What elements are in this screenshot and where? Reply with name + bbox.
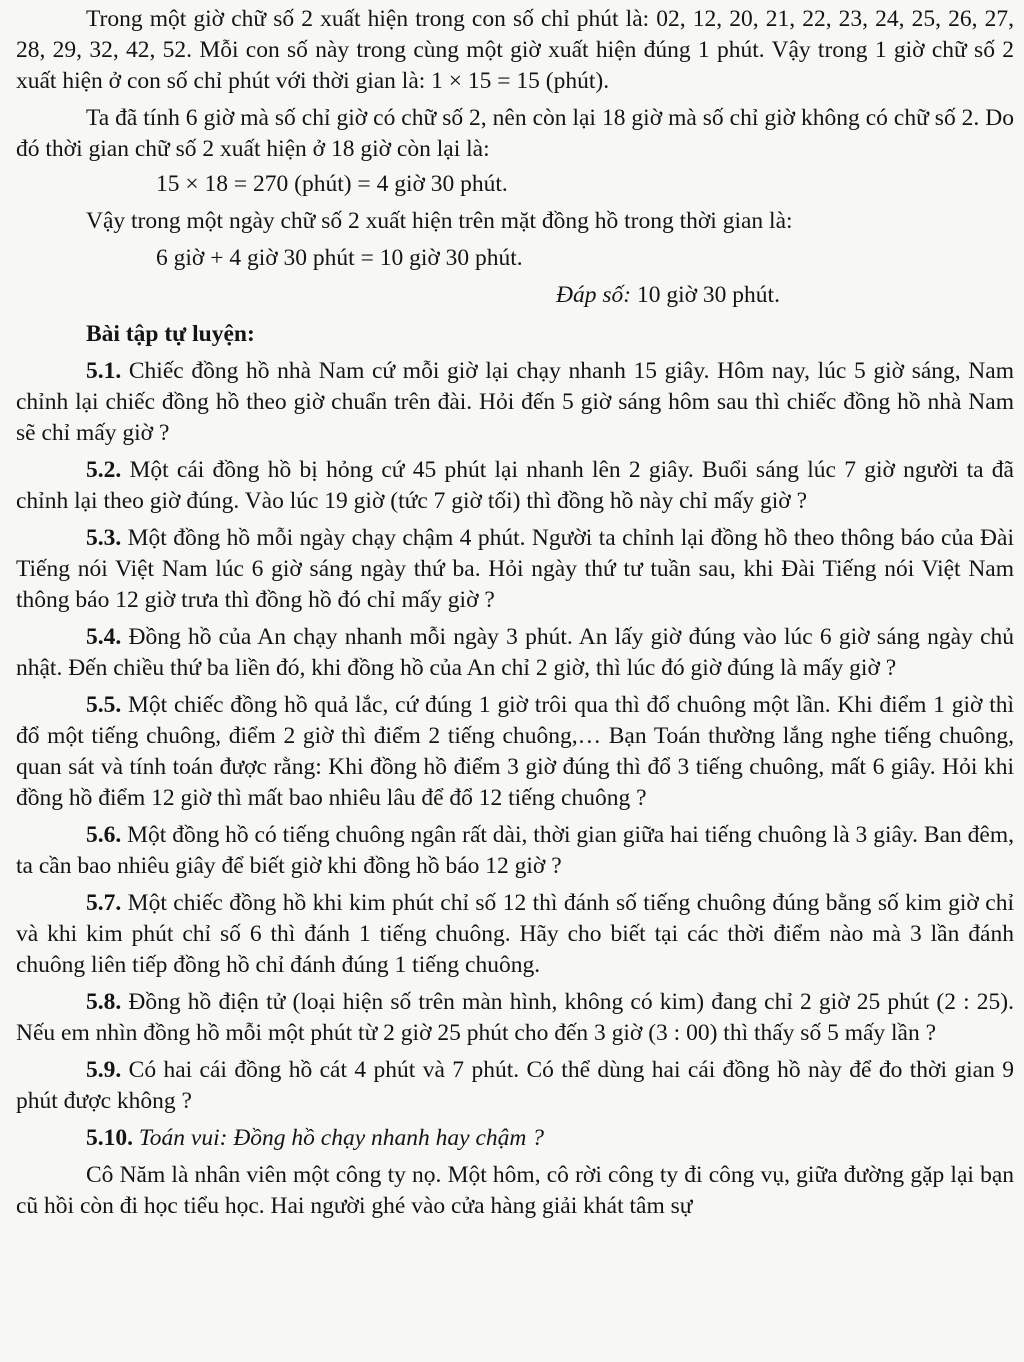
exercise-number: 5.5.: [86, 692, 122, 718]
equation-1: 15 × 18 = 270 (phút) = 4 giờ 30 phút.: [156, 171, 508, 197]
exercise-5-5: [16, 690, 1014, 814]
exercise-text: Một chiếc đồng hồ quả lắc, cứ đúng 1 giờ trôi qua thì đổ chuông một lần. Khi điểm 1 giờ thì đổ một tiếng chuông, điểm 2 giờ thì điểm 2 tiếng chuông,… Bạn Toán thường lắng nghe tiếng chuông, quan sát và tính toán được rằng: Khi đồng hồ điểm 3 giờ đúng thì đổ 3 tiếng chuông, mất 6 giây. Hỏi khi đồng hồ điểm 12 giờ thì mất bao nhiêu lâu để đổ 12 tiếng chuông ?: [16, 692, 1014, 811]
exercise-5-1: [16, 356, 1014, 449]
exercise-title: Toán vui: Đồng hồ chạy nhanh hay chậm ?: [133, 1125, 544, 1151]
equation-2: 6 giờ + 4 giờ 30 phút = 10 giờ 30 phút.: [156, 245, 523, 271]
exercise-number: 5.3.: [86, 525, 122, 551]
answer-line: [16, 280, 1014, 311]
exercise-number: 5.7.: [86, 890, 122, 916]
exercise-number: 5.6.: [86, 822, 122, 848]
exercise-text: Có hai cái đồng hồ cát 4 phút và 7 phút. Có thể dùng hai cái đồng hồ này để đo thời gian 9 phút được không ?: [16, 1057, 1014, 1114]
exercise-number: 5.1.: [86, 358, 122, 384]
section-heading: Bài tập tự luyện:: [86, 321, 255, 347]
exercise-5-9: [16, 1055, 1014, 1117]
exercise-text: Đồng hồ điện tử (loại hiện số trên màn hình, không có kim) đang chỉ 2 giờ 25 phút (2 : 25). Nếu em nhìn đồng hồ mỗi một phút từ 2 giờ 25 phút cho đến 3 giờ (3 : 00) thì thấy số 5 mấy lần ?: [16, 989, 1014, 1046]
exercise-5-6: [16, 820, 1014, 882]
intro-paragraph-3: Vậy trong một ngày chữ số 2 xuất hiện trên mặt đồng hồ trong thời gian là:: [86, 208, 793, 234]
answer-value: 10 giờ 30 phút.: [631, 282, 780, 308]
exercise-5-2: [16, 455, 1014, 517]
exercise-text: Một đồng hồ có tiếng chuông ngân rất dài, thời gian giữa hai tiếng chuông là 3 giây. Ban đêm, ta cần bao nhiêu giây để biết giờ khi đồng hồ báo 12 giờ ?: [16, 822, 1014, 879]
exercise-5-3: [16, 523, 1014, 616]
intro-paragraph-1: Trong một giờ chữ số 2 xuất hiện trong con số chỉ phút là: 02, 12, 20, 21, 22, 23, 24, 25, 26, 27, 28, 29, 32, 42, 52. Mỗi con số này trong cùng một giờ xuất hiện đúng 1 phút. Vậy trong 1 giờ chữ số 2 xuất hiện ở con số chỉ phút với thời gian là: 1 × 15 = 15 (phút).: [16, 6, 1014, 94]
exercise-text: Một chiếc đồng hồ khi kim phút chỉ số 12 thì đánh số tiếng chuông đúng bằng số kim giờ chỉ và khi kim phút chỉ số 6 thì đánh 1 tiếng chuông. Hãy cho biết tại các thời điểm nào mà 3 lần đánh chuông liên tiếp đồng hồ chỉ đánh đúng 1 tiếng chuông.: [16, 890, 1014, 978]
exercise-text: Chiếc đồng hồ nhà Nam cứ mỗi giờ lại chạy nhanh 15 giây. Hôm nay, lúc 5 giờ sáng, Nam chỉnh lại chiếc đồng hồ theo giờ chuẩn trên đài. Hỏi đến 5 giờ sáng hôm sau thì chiếc đồng hồ nhà Nam sẽ chỉ mấy giờ ?: [16, 358, 1014, 446]
exercise-5-8: [16, 987, 1014, 1049]
exercise-number: 5.4.: [86, 624, 122, 650]
exercise-5-10: [16, 1123, 1014, 1154]
answer-label: Đáp số:: [556, 282, 632, 308]
exercise-number: 5.2.: [86, 457, 122, 483]
exercise-number: 5.8.: [86, 989, 122, 1015]
exercise-text: Một cái đồng hồ bị hỏng cứ 45 phút lại nhanh lên 2 giây. Buổi sáng lúc 7 giờ người ta đã chỉnh lại theo giờ đúng. Vào lúc 19 giờ (tức 7 giờ tối) thì đồng hồ này chỉ mấy giờ ?: [16, 457, 1014, 514]
final-paragraph: Cô Năm là nhân viên một công ty nọ. Một hôm, cô rời công ty đi công vụ, giữa đường gặp lại bạn cũ hồi còn đi học tiểu học. Hai người ghé vào cửa hàng giải khát tâm sự: [16, 1162, 1014, 1219]
exercise-number: 5.9.: [86, 1057, 122, 1083]
exercise-5-7: [16, 888, 1014, 981]
exercise-text: Đồng hồ của An chạy nhanh mỗi ngày 3 phút. An lấy giờ đúng vào lúc 6 giờ sáng ngày chủ nhật. Đến chiều thứ ba liền đó, khi đồng hồ của An chỉ 2 giờ, thì lúc đó giờ đúng là mấy giờ ?: [16, 624, 1014, 681]
exercise-text: Một đồng hồ mỗi ngày chạy chậm 4 phút. Người ta chỉnh lại đồng hồ theo thông báo của Đài Tiếng nói Việt Nam lúc 6 giờ sáng ngày thứ ba. Hỏi ngày thứ tư tuần sau, khi Đài Tiếng nói Việt Nam thông báo 12 giờ trưa thì đồng hồ đó chỉ mấy giờ ?: [16, 525, 1014, 613]
exercise-5-4: [16, 622, 1014, 684]
intro-paragraph-2: Ta đã tính 6 giờ mà số chỉ giờ có chữ số 2, nên còn lại 18 giờ mà số chỉ giờ không có chữ số 2. Do đó thời gian chữ số 2 xuất hiện ở 18 giờ còn lại là:: [16, 105, 1014, 162]
exercise-number: 5.10.: [86, 1125, 133, 1151]
